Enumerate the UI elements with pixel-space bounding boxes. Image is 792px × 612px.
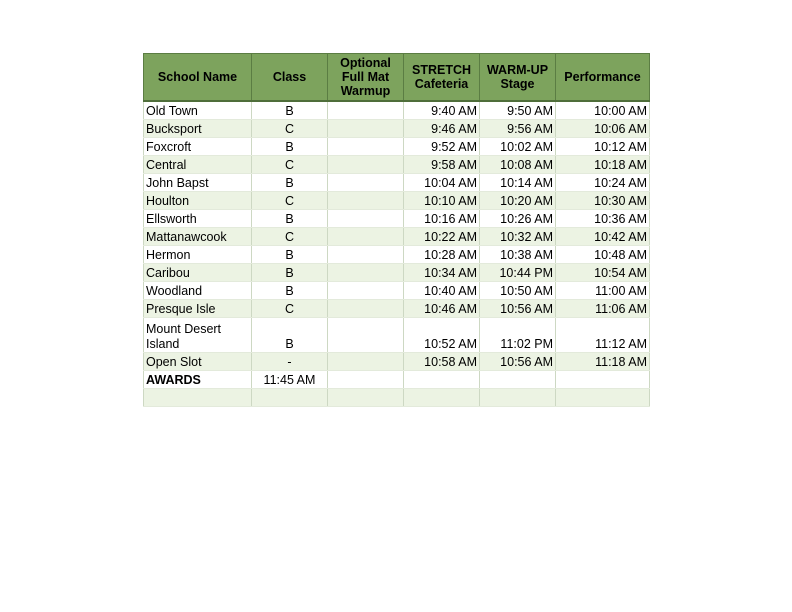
- stretch-time-cell: 10:16 AM: [404, 210, 480, 228]
- stretch-time-cell: 10:34 AM: [404, 264, 480, 282]
- stretch-time-cell: 10:46 AM: [404, 300, 480, 318]
- optional-warmup-cell: [328, 101, 404, 120]
- empty-cell: [144, 389, 252, 407]
- class-cell: B: [252, 138, 328, 156]
- class-cell: C: [252, 120, 328, 138]
- empty-cell: [480, 371, 556, 389]
- optional-warmup-cell: [328, 228, 404, 246]
- stretch-time-cell: 9:58 AM: [404, 156, 480, 174]
- empty-cell: [252, 389, 328, 407]
- class-cell: C: [252, 192, 328, 210]
- optional-warmup-cell: [328, 192, 404, 210]
- class-cell: B: [252, 264, 328, 282]
- header-row: [144, 54, 650, 102]
- optional-warmup-cell: [328, 264, 404, 282]
- performance-time-cell: 10:30 AM: [556, 192, 650, 210]
- table-row: [144, 300, 650, 318]
- empty-cell: [404, 389, 480, 407]
- table-row: [144, 353, 650, 371]
- stretch-time-cell: 10:52 AM: [404, 318, 480, 353]
- school-name-cell: Houlton: [144, 192, 252, 210]
- class-cell: B: [252, 282, 328, 300]
- performance-time-cell: 10:18 AM: [556, 156, 650, 174]
- performance-time-cell: 11:18 AM: [556, 353, 650, 371]
- school-name-cell: Central: [144, 156, 252, 174]
- school-name-cell: Woodland: [144, 282, 252, 300]
- table-row: [144, 138, 650, 156]
- table-row: [144, 120, 650, 138]
- table-row: [144, 192, 650, 210]
- school-name-cell: Caribou: [144, 264, 252, 282]
- stretch-time-cell: 10:58 AM: [404, 353, 480, 371]
- header-class: Class: [252, 54, 328, 102]
- optional-warmup-cell: [328, 120, 404, 138]
- warmup-time-cell: 10:02 AM: [480, 138, 556, 156]
- schedule-table: [143, 53, 650, 407]
- stretch-time-cell: 10:04 AM: [404, 174, 480, 192]
- warmup-time-cell: 9:50 AM: [480, 101, 556, 120]
- header-school-name: School Name: [144, 54, 252, 102]
- school-name-cell: Hermon: [144, 246, 252, 264]
- performance-time-cell: 10:48 AM: [556, 246, 650, 264]
- stretch-time-cell: 9:46 AM: [404, 120, 480, 138]
- table-row: [144, 318, 650, 353]
- performance-time-cell: 11:00 AM: [556, 282, 650, 300]
- class-cell: -: [252, 353, 328, 371]
- warmup-time-cell: 10:32 AM: [480, 228, 556, 246]
- empty-cell: [556, 389, 650, 407]
- class-cell: C: [252, 228, 328, 246]
- stretch-time-cell: 9:52 AM: [404, 138, 480, 156]
- school-name-cell: Foxcroft: [144, 138, 252, 156]
- awards-label: AWARDS: [144, 371, 252, 389]
- header-stretch: STRETCH Cafeteria: [404, 54, 480, 102]
- warmup-time-cell: 10:38 AM: [480, 246, 556, 264]
- class-cell: B: [252, 174, 328, 192]
- optional-warmup-cell: [328, 174, 404, 192]
- stretch-time-cell: 10:10 AM: [404, 192, 480, 210]
- awards-row: [144, 371, 650, 389]
- performance-time-cell: 10:42 AM: [556, 228, 650, 246]
- optional-warmup-cell: [328, 246, 404, 264]
- school-name-cell: Ellsworth: [144, 210, 252, 228]
- performance-time-cell: 11:12 AM: [556, 318, 650, 353]
- warmup-time-cell: 10:56 AM: [480, 300, 556, 318]
- school-name-cell: Mount Desert Island: [144, 318, 252, 353]
- empty-cell: [328, 371, 404, 389]
- school-name-cell: Presque Isle: [144, 300, 252, 318]
- class-cell: C: [252, 156, 328, 174]
- header-warmup: WARM-UP Stage: [480, 54, 556, 102]
- performance-time-cell: 10:54 AM: [556, 264, 650, 282]
- empty-cell: [328, 389, 404, 407]
- awards-time: 11:45 AM: [252, 371, 328, 389]
- warmup-time-cell: 10:50 AM: [480, 282, 556, 300]
- table-row: [144, 174, 650, 192]
- optional-warmup-cell: [328, 210, 404, 228]
- stretch-time-cell: 9:40 AM: [404, 101, 480, 120]
- warmup-time-cell: 10:14 AM: [480, 174, 556, 192]
- school-name-cell: Old Town: [144, 101, 252, 120]
- performance-time-cell: 10:12 AM: [556, 138, 650, 156]
- performance-time-cell: 10:00 AM: [556, 101, 650, 120]
- empty-cell: [404, 371, 480, 389]
- optional-warmup-cell: [328, 282, 404, 300]
- school-name-cell: John Bapst: [144, 174, 252, 192]
- table-row: [144, 101, 650, 120]
- warmup-time-cell: 10:56 AM: [480, 353, 556, 371]
- warmup-time-cell: 10:44 PM: [480, 264, 556, 282]
- table-row: [144, 156, 650, 174]
- empty-cell: [480, 389, 556, 407]
- warmup-time-cell: 10:20 AM: [480, 192, 556, 210]
- header-performance: Performance: [556, 54, 650, 102]
- optional-warmup-cell: [328, 156, 404, 174]
- warmup-time-cell: 10:08 AM: [480, 156, 556, 174]
- warmup-time-cell: 10:26 AM: [480, 210, 556, 228]
- table-row: [144, 282, 650, 300]
- class-cell: B: [252, 246, 328, 264]
- optional-warmup-cell: [328, 318, 404, 353]
- table-row: [144, 210, 650, 228]
- table-row: [144, 246, 650, 264]
- performance-time-cell: 10:24 AM: [556, 174, 650, 192]
- optional-warmup-cell: [328, 138, 404, 156]
- class-cell: B: [252, 101, 328, 120]
- empty-cell: [556, 371, 650, 389]
- school-name-cell: Mattanawcook: [144, 228, 252, 246]
- stretch-time-cell: 10:22 AM: [404, 228, 480, 246]
- performance-time-cell: 10:36 AM: [556, 210, 650, 228]
- header-optional-warmup: Optional Full Mat Warmup: [328, 54, 404, 102]
- table-row: [144, 264, 650, 282]
- class-cell: B: [252, 210, 328, 228]
- warmup-time-cell: 11:02 PM: [480, 318, 556, 353]
- school-name-cell: Bucksport: [144, 120, 252, 138]
- stretch-time-cell: 10:40 AM: [404, 282, 480, 300]
- table-row: [144, 228, 650, 246]
- warmup-time-cell: 9:56 AM: [480, 120, 556, 138]
- stretch-time-cell: 10:28 AM: [404, 246, 480, 264]
- empty-row: [144, 389, 650, 407]
- school-name-cell: Open Slot: [144, 353, 252, 371]
- performance-time-cell: 10:06 AM: [556, 120, 650, 138]
- performance-time-cell: 11:06 AM: [556, 300, 650, 318]
- class-cell: B: [252, 318, 328, 353]
- class-cell: C: [252, 300, 328, 318]
- optional-warmup-cell: [328, 353, 404, 371]
- optional-warmup-cell: [328, 300, 404, 318]
